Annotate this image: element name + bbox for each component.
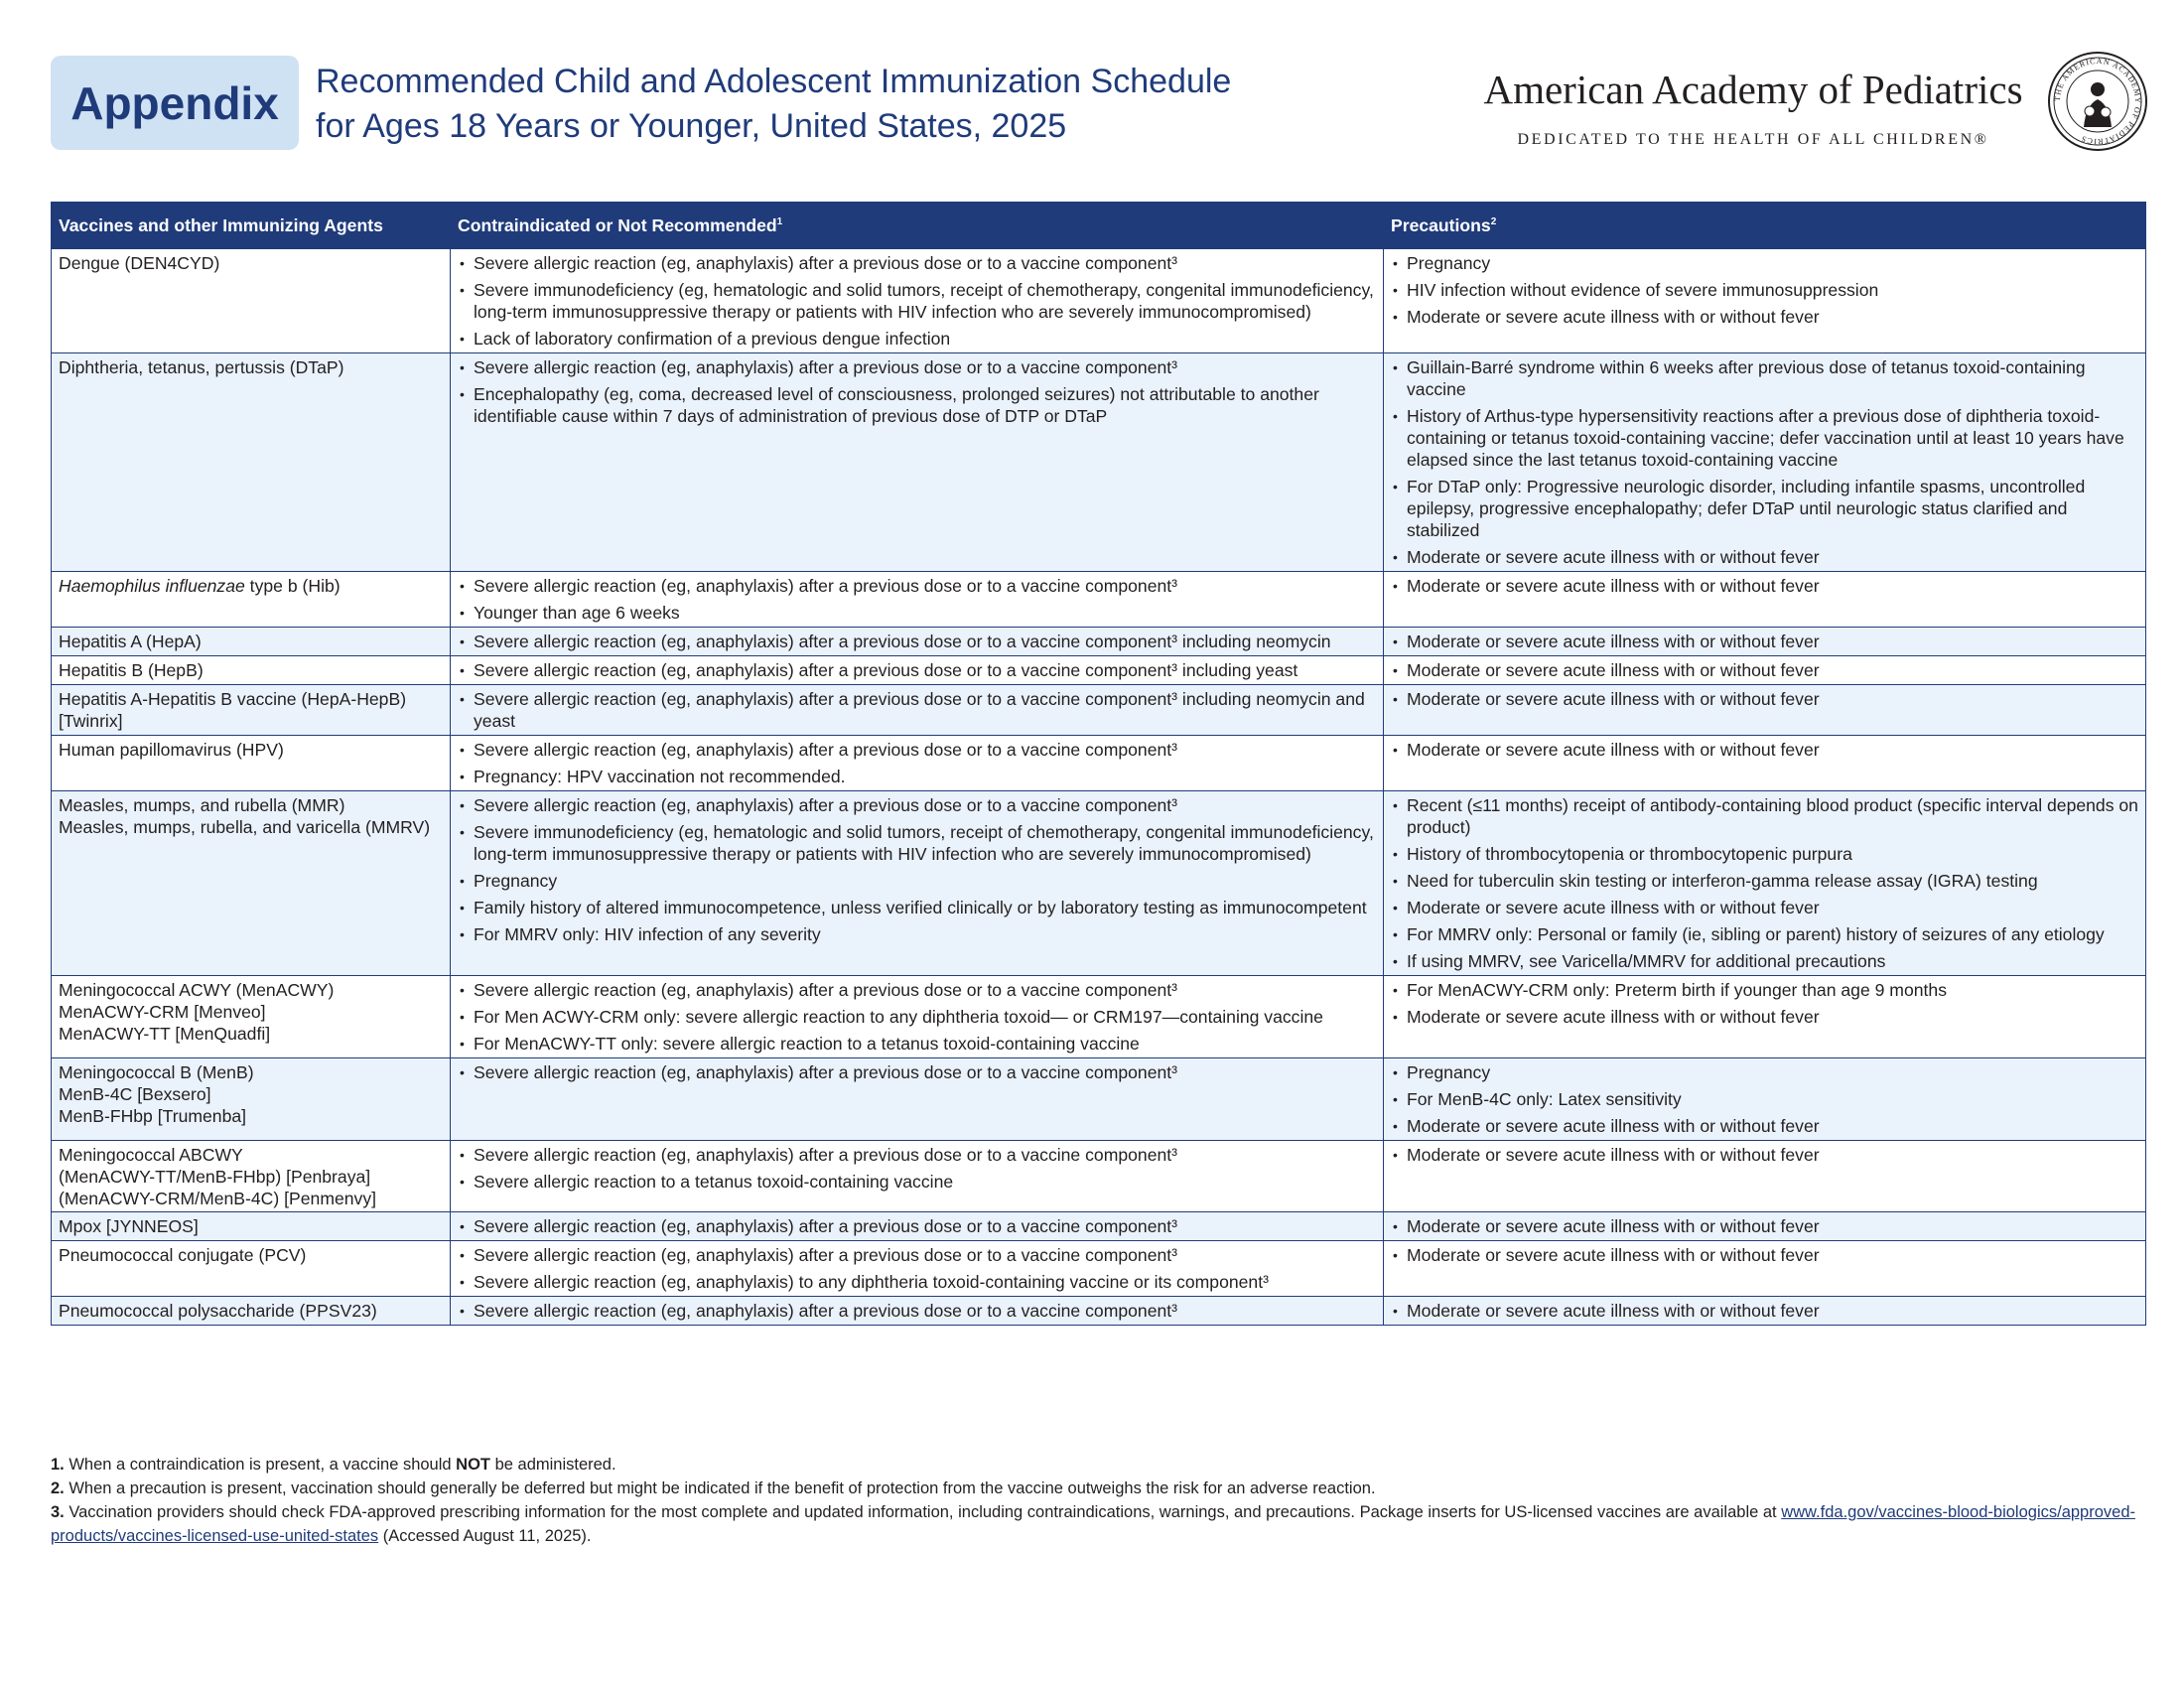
contraindication-item: • Severe allergic reaction (eg, anaphylaxis) after a previous dose or to a vaccine component³ <box>458 575 1376 597</box>
precaution-item: • Moderate or severe acute illness with or without fever <box>1391 1144 2138 1166</box>
contraindications-cell <box>451 976 1384 1058</box>
vaccine-name: Meningococcal ABCWY <box>59 1145 243 1165</box>
svg-text:THE AMERICAN ACADEMY OF PEDIAT: THE AMERICAN ACADEMY OF PEDIATRICS <box>2052 56 2143 147</box>
page-title <box>316 60 1231 149</box>
vaccine-name: Haemophilus influenzae type b (Hib) <box>59 576 341 596</box>
precautions-cell <box>1384 791 2146 976</box>
precautions-cell <box>1384 976 2146 1058</box>
vaccine-name: (MenACWY-TT/MenB-FHbp) [Penbraya] <box>59 1167 371 1187</box>
vaccine-name: MenACWY-CRM [Menveo] <box>59 1002 266 1022</box>
table-row <box>52 736 2146 791</box>
table-row <box>52 1241 2146 1297</box>
contraindications-cell <box>451 249 1384 353</box>
vaccine-name: Measles, mumps, rubella, and varicella (MMRV) <box>59 817 431 837</box>
vaccine-name-cell <box>52 976 451 1058</box>
contraindication-item: • Severe allergic reaction (eg, anaphylaxis) after a previous dose or to a vaccine component³ <box>458 1215 1376 1237</box>
vaccine-name: Diphtheria, tetanus, pertussis (DTaP) <box>59 357 344 377</box>
contraindications-list <box>458 1144 1376 1193</box>
vaccine-name-cell <box>52 353 451 572</box>
vaccine-name-cell <box>52 791 451 976</box>
table-row <box>52 628 2146 656</box>
contraindication-item: • Severe allergic reaction (eg, anaphylaxis) after a previous dose or to a vaccine component³ including neomycin and yeast <box>458 688 1376 732</box>
precaution-item: • For MenB-4C only: Latex sensitivity <box>1391 1088 2138 1110</box>
table-row <box>52 656 2146 685</box>
contraindication-item: • Severe allergic reaction (eg, anaphylaxis) to any diphtheria toxoid-containing vaccine or its component³ <box>458 1271 1376 1293</box>
contraindications-cell <box>451 656 1384 685</box>
precaution-item: • Moderate or severe acute illness with or without fever <box>1391 575 2138 597</box>
precautions-list <box>1391 575 2138 597</box>
precautions-list <box>1391 739 2138 761</box>
contraindication-item: • Severe allergic reaction (eg, anaphylaxis) after a previous dose or to a vaccine component³ <box>458 794 1376 816</box>
precaution-item: • Moderate or severe acute illness with or without fever <box>1391 1244 2138 1266</box>
contraindications-cell <box>451 628 1384 656</box>
vaccine-name-cell <box>52 656 451 685</box>
contraindication-item: • Severe allergic reaction (eg, anaphylaxis) after a previous dose or to a vaccine component³ <box>458 1144 1376 1166</box>
contraindication-item: • For MenACWY-TT only: severe allergic reaction to a tetanus toxoid-containing vaccine <box>458 1033 1376 1055</box>
precautions-list <box>1391 688 2138 710</box>
contraindication-item: • Severe allergic reaction (eg, anaphylaxis) after a previous dose or to a vaccine component³ including yeast <box>458 659 1376 681</box>
precaution-item: • Pregnancy <box>1391 1061 2138 1083</box>
precaution-item: • Moderate or severe acute illness with or without fever <box>1391 546 2138 568</box>
title-line-1: Recommended Child and Adolescent Immunization Schedule <box>316 63 1232 100</box>
precautions-cell <box>1384 656 2146 685</box>
contraindication-item: • Severe allergic reaction (eg, anaphylaxis) after a previous dose or to a vaccine component³ <box>458 1061 1376 1083</box>
contraindication-item: • Pregnancy: HPV vaccination not recommended. <box>458 766 1376 787</box>
contraindications-list <box>458 739 1376 787</box>
vaccine-name: Mpox [JYNNEOS] <box>59 1216 199 1236</box>
contraindication-item: • Severe allergic reaction (eg, anaphylaxis) after a previous dose or to a vaccine component³ <box>458 356 1376 378</box>
footnote-2: 2. When a precaution is present, vaccination should generally be deferred but might be indicated if the benefit of protection from the vaccine outweighs the risk for an adverse reaction. <box>51 1479 1376 1497</box>
vaccine-name-cell <box>52 1058 451 1141</box>
precaution-item: • Moderate or severe acute illness with or without fever <box>1391 688 2138 710</box>
appendix-badge: Appendix <box>51 56 299 150</box>
precaution-item: • Moderate or severe acute illness with or without fever <box>1391 897 2138 918</box>
precaution-item: • Moderate or severe acute illness with or without fever <box>1391 1115 2138 1137</box>
precautions-cell <box>1384 685 2146 736</box>
precaution-item: • Moderate or severe acute illness with or without fever <box>1391 1300 2138 1322</box>
vaccine-name-cell <box>52 249 451 353</box>
column-header-vaccines: Vaccines and other Immunizing Agents <box>52 203 451 249</box>
footnotes <box>51 1453 2145 1548</box>
vaccine-name: Hepatitis B (HepB) <box>59 660 204 680</box>
precaution-item: • Moderate or severe acute illness with or without fever <box>1391 631 2138 652</box>
contraindications-list <box>458 688 1376 732</box>
contraindication-item: • Severe allergic reaction to a tetanus toxoid-containing vaccine <box>458 1171 1376 1193</box>
contraindications-cell <box>451 572 1384 628</box>
aap-seal-logo <box>2046 50 2149 153</box>
contraindications-cell <box>451 1241 1384 1297</box>
contraindications-list <box>458 252 1376 350</box>
footnote-3: 3. Vaccination providers should check FDA-approved prescribing information for the most complete and updated information, including contraindications, warnings, and precautions. Package inserts for US-licensed vaccines are available at www.fda.gov/vaccines-blood-biologics/approved-products/vaccines-licensed-use-united-states (Accessed August 11, 2025). <box>51 1503 2135 1545</box>
precaution-item: • History of Arthus-type hypersensitivity reactions after a previous dose of diphtheria toxoid-containing or tetanus toxoid-containing vaccine; defer vaccination until at least 10 years have elapsed since the last tetanus toxoid-containing vaccine <box>1391 405 2138 471</box>
vaccine-name: (MenACWY-CRM/MenB-4C) [Penmenvy] <box>59 1189 377 1208</box>
table-row <box>52 249 2146 353</box>
contraindications-list <box>458 979 1376 1055</box>
contraindication-item: • For MMRV only: HIV infection of any severity <box>458 923 1376 945</box>
precaution-item: • Moderate or severe acute illness with or without fever <box>1391 1006 2138 1028</box>
precautions-cell <box>1384 1141 2146 1212</box>
vaccine-name: Human papillomavirus (HPV) <box>59 740 284 760</box>
title-line-2: for Ages 18 Years or Younger, United States, 2025 <box>316 107 1067 145</box>
vaccine-name-cell <box>52 1241 451 1297</box>
table-row <box>52 1297 2146 1326</box>
contraindications-list <box>458 1061 1376 1083</box>
precautions-list <box>1391 356 2138 568</box>
vaccine-name: MenB-4C [Bexsero] <box>59 1084 211 1104</box>
precautions-cell <box>1384 1058 2146 1141</box>
contraindication-item: • Severe allergic reaction (eg, anaphylaxis) after a previous dose or to a vaccine component³ <box>458 1300 1376 1322</box>
vaccine-name: Hepatitis A (HepA) <box>59 632 202 651</box>
vaccine-name-cell <box>52 572 451 628</box>
precautions-cell <box>1384 572 2146 628</box>
footnote-ref: 2 <box>1490 216 1497 228</box>
precaution-item: • Moderate or severe acute illness with or without fever <box>1391 306 2138 328</box>
contraindications-cell <box>451 736 1384 791</box>
contraindication-item: • Severe allergic reaction (eg, anaphylaxis) after a previous dose or to a vaccine component³ <box>458 252 1376 274</box>
contraindications-list <box>458 1300 1376 1322</box>
table-row <box>52 976 2146 1058</box>
table-row <box>52 1141 2146 1212</box>
vaccine-name-cell <box>52 736 451 791</box>
vaccine-name: Meningococcal B (MenB) <box>59 1062 254 1082</box>
precautions-cell <box>1384 1297 2146 1326</box>
table-body <box>52 249 2146 1326</box>
footnote-1: 1. When a contraindication is present, a vaccine should NOT be administered. <box>51 1456 616 1474</box>
contraindications-list <box>458 575 1376 624</box>
precaution-item: • History of thrombocytopenia or thrombocytopenic purpura <box>1391 843 2138 865</box>
precaution-item: • For MenACWY-CRM only: Preterm birth if younger than age 9 months <box>1391 979 2138 1001</box>
contraindication-item: • Severe allergic reaction (eg, anaphylaxis) after a previous dose or to a vaccine component³ <box>458 1244 1376 1266</box>
contraindications-cell <box>451 1058 1384 1141</box>
table-row <box>52 572 2146 628</box>
org-tagline: DEDICATED TO THE HEALTH OF ALL CHILDREN® <box>1517 131 1989 148</box>
vaccine-name: Dengue (DEN4CYD) <box>59 253 220 273</box>
contraindications-cell <box>451 791 1384 976</box>
precautions-cell <box>1384 628 2146 656</box>
vaccine-name: Measles, mumps, and rubella (MMR) <box>59 795 345 815</box>
contraindications-list <box>458 794 1376 945</box>
precautions-cell <box>1384 736 2146 791</box>
precautions-cell <box>1384 249 2146 353</box>
contraindication-item: • Severe immunodeficiency (eg, hematologic and solid tumors, receipt of chemotherapy, congenital immunodeficiency, long-term immunosuppressive therapy or patients with HIV infection who are severely immunocompromised) <box>458 279 1376 323</box>
fda-vaccines-link[interactable]: www.fda.gov/vaccines-blood-biologics/approved-products/vaccines-licensed-use-united-states <box>51 1503 2135 1545</box>
table-header-row <box>52 203 2146 249</box>
contraindications-list <box>458 356 1376 427</box>
contraindication-item: • Severe allergic reaction (eg, anaphylaxis) after a previous dose or to a vaccine component³ including neomycin <box>458 631 1376 652</box>
precaution-item: • Moderate or severe acute illness with or without fever <box>1391 659 2138 681</box>
contraindications-list <box>458 1244 1376 1293</box>
vaccine-name-cell <box>52 1297 451 1326</box>
contraindication-item: • Severe allergic reaction (eg, anaphylaxis) after a previous dose or to a vaccine component³ <box>458 979 1376 1001</box>
precaution-item: • Need for tuberculin skin testing or interferon-gamma release assay (IGRA) testing <box>1391 870 2138 892</box>
vaccine-name: MenB-FHbp [Trumenba] <box>59 1106 247 1126</box>
precaution-item: • Moderate or severe acute illness with or without fever <box>1391 739 2138 761</box>
precautions-list <box>1391 1300 2138 1322</box>
precaution-item: • Moderate or severe acute illness with or without fever <box>1391 1215 2138 1237</box>
precautions-list <box>1391 252 2138 328</box>
vaccine-name-cell <box>52 628 451 656</box>
precautions-list <box>1391 794 2138 972</box>
table-row <box>52 1058 2146 1141</box>
precautions-cell <box>1384 353 2146 572</box>
contraindication-item: • For Men ACWY-CRM only: severe allergic reaction to any diphtheria toxoid— or CRM197—containing vaccine <box>458 1006 1376 1028</box>
precaution-item: • For MMRV only: Personal or family (ie, sibling or parent) history of seizures of any etiology <box>1391 923 2138 945</box>
contraindication-item: • Younger than age 6 weeks <box>458 602 1376 624</box>
column-header-contraindicated: Contraindicated or Not Recommended$^1$ <box>451 203 1384 249</box>
precautions-list <box>1391 631 2138 652</box>
contraindications-cell <box>451 1212 1384 1241</box>
precaution-item: • Recent (≤11 months) receipt of antibody-containing blood product (specific interval depends on product) <box>1391 794 2138 838</box>
contraindication-item: • Pregnancy <box>458 870 1376 892</box>
precautions-list <box>1391 979 2138 1028</box>
table-row <box>52 1212 2146 1241</box>
vaccine-name: Pneumococcal polysaccharide (PPSV23) <box>59 1301 377 1321</box>
precautions-cell <box>1384 1212 2146 1241</box>
contraindication-item: • Encephalopathy (eg, coma, decreased level of consciousness, prolonged seizures) not attributable to another identifiable cause within 7 days of administration of previous dose of DTP or DTaP <box>458 383 1376 427</box>
contraindications-list <box>458 659 1376 681</box>
contraindication-item: • Severe immunodeficiency (eg, hematologic and solid tumors, receipt of chemotherapy, congenital immunodeficiency, long-term immunosuppressive therapy or patients with HIV infection who are severely immunocompromised) <box>458 821 1376 865</box>
precautions-list <box>1391 1144 2138 1166</box>
contraindication-item: • Lack of laboratory confirmation of a previous dengue infection <box>458 328 1376 350</box>
contraindications-table <box>51 202 2146 1326</box>
contraindications-cell <box>451 1297 1384 1326</box>
precaution-item: • Pregnancy <box>1391 252 2138 274</box>
precaution-item: • Guillain-Barré syndrome within 6 weeks after previous dose of tetanus toxoid-containing vaccine <box>1391 356 2138 400</box>
precautions-cell <box>1384 1241 2146 1297</box>
table-row <box>52 791 2146 976</box>
page-header <box>51 56 2145 175</box>
contraindication-item: • Severe allergic reaction (eg, anaphylaxis) after a previous dose or to a vaccine component³ <box>458 739 1376 761</box>
table-row <box>52 685 2146 736</box>
footnote-ref: 1 <box>776 216 783 228</box>
contraindication-item: • Family history of altered immunocompetence, unless verified clinically or by laboratory testing as immunocompetent <box>458 897 1376 918</box>
contraindications-list <box>458 1215 1376 1237</box>
vaccine-name-cell <box>52 1141 451 1212</box>
vaccine-name: MenACWY-TT [MenQuadfi] <box>59 1024 271 1044</box>
vaccine-name-cell <box>52 1212 451 1241</box>
vaccine-name: Meningococcal ACWY (MenACWY) <box>59 980 335 1000</box>
contraindications-list <box>458 631 1376 652</box>
vaccine-name-cell <box>52 685 451 736</box>
precaution-item: • For DTaP only: Progressive neurologic disorder, including infantile spasms, uncontrolled epilepsy, progressive encephalopathy; defer DTaP until neurologic status clarified and stabilized <box>1391 476 2138 541</box>
contraindications-cell <box>451 353 1384 572</box>
precautions-list <box>1391 659 2138 681</box>
precautions-list <box>1391 1244 2138 1266</box>
vaccine-name: Pneumococcal conjugate (PCV) <box>59 1245 307 1265</box>
table-row <box>52 353 2146 572</box>
vaccine-name: Hepatitis A-Hepatitis B vaccine (HepA-HepB) [Twinrix] <box>59 689 407 731</box>
precautions-list <box>1391 1061 2138 1137</box>
org-name: American Academy of Pediatrics <box>1483 67 2023 112</box>
precautions-list <box>1391 1215 2138 1237</box>
contraindications-cell <box>451 685 1384 736</box>
contraindications-cell <box>451 1141 1384 1212</box>
precaution-item: • HIV infection without evidence of severe immunosuppression <box>1391 279 2138 301</box>
precaution-item: • If using MMRV, see Varicella/MMRV for additional precautions <box>1391 950 2138 972</box>
column-header-precautions: Precautions$^2$ <box>1384 203 2146 249</box>
